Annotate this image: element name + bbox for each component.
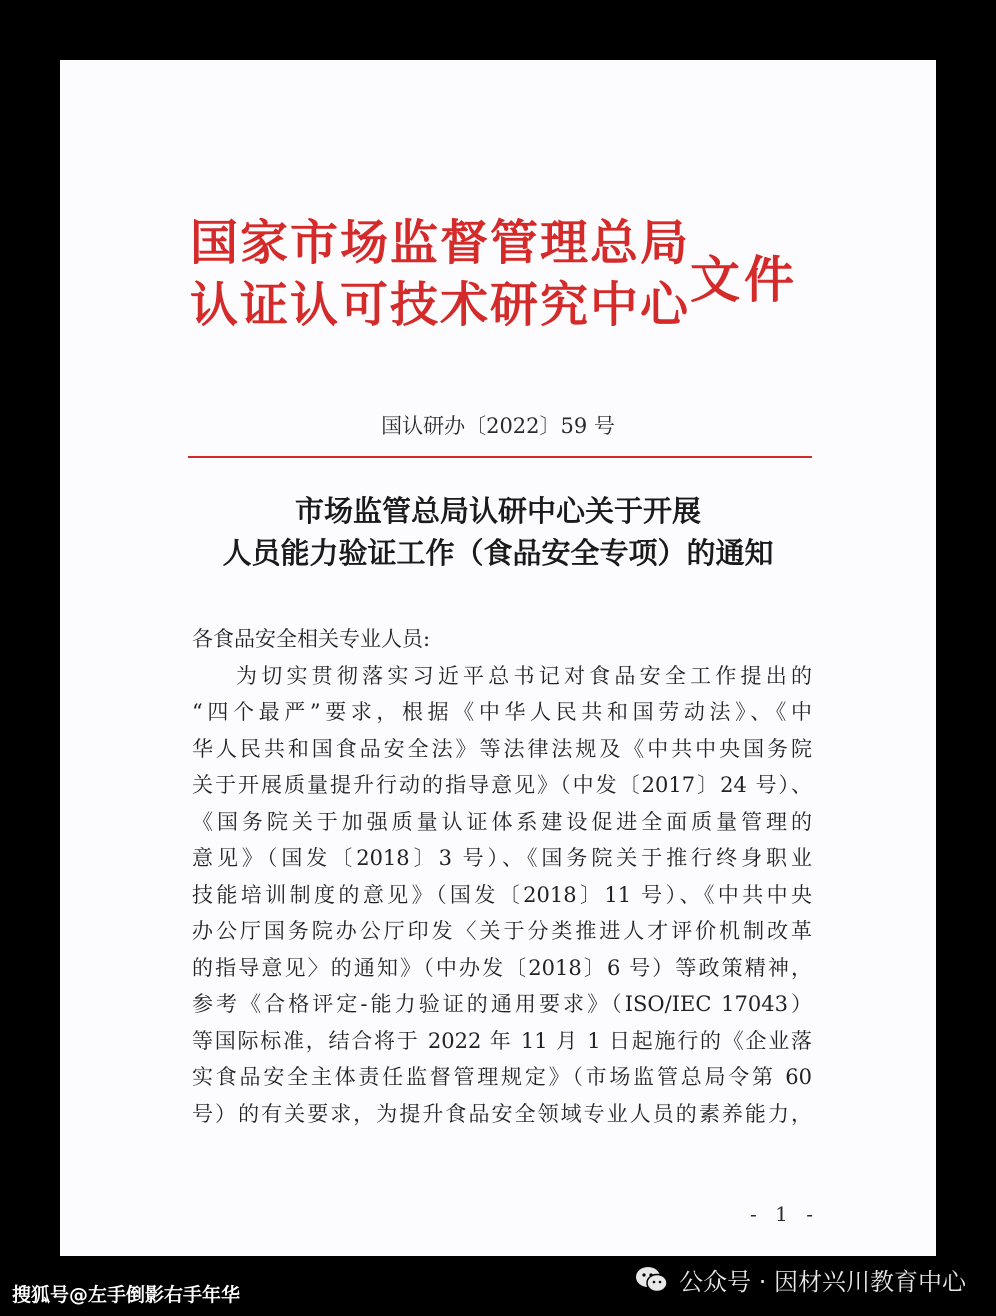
body-line: 号）的有关要求，为提升食品安全领域专业人员的素养能力， <box>192 1101 812 1126</box>
wechat-watermark-text: 公众号 · 因材兴川教育中心 <box>679 1268 966 1296</box>
body-line: 等国际标准，结合将于 2022 年 11 月 1 日起施行的《企业落 <box>192 1028 812 1053</box>
title-line-1: 市场监管总局认研中心关于开展 <box>294 494 701 528</box>
authority-line-1: 国家市场监督管理总局 <box>190 215 691 271</box>
body-line: 为切实贯彻落实习近平总书记对食品安全工作提出的 <box>236 663 812 688</box>
sohu-watermark: 搜狐号@左手倒影右手年华 <box>12 1284 241 1306</box>
body-line: 《国务院关于加强质量认证体系建设促进全面质量管理的 <box>192 809 812 834</box>
red-divider <box>188 456 812 458</box>
issuing-authority-header <box>190 212 691 336</box>
body-line: 办公厅国务院办公厅印发〈关于分类推进人才评价机制改革 <box>192 919 812 943</box>
body-line: “四个最严”要求，根据《中华人民共和国劳动法》、《中 <box>192 700 812 724</box>
body-line: 实食品安全主体责任监督管理规定》（市场监管总局令第 60 <box>192 1065 812 1089</box>
body-line: 技能培训制度的意见》（国发〔2018〕11 号）、《中共中央 <box>192 882 812 907</box>
salutation: 各食品安全相关专业人员: <box>192 627 431 651</box>
wechat-watermark <box>635 1262 966 1297</box>
document-type-label: 文件 <box>690 250 798 309</box>
authority-line-2: 认证认可技术研究中心 <box>190 277 691 333</box>
body-line: 关于开展质量提升行动的指导意见》（中发〔2017〕24 号）、 <box>192 773 812 797</box>
wechat-icon <box>635 1266 669 1294</box>
body-line: 的指导意见〉的通知》（中办发〔2018〕6 号）等政策精神， <box>192 955 812 980</box>
body-line: 华人民共和国食品安全法》等法律法规及《中共中央国务院 <box>192 736 812 761</box>
title-line-2: 人员能力验证工作（食品安全专项）的通知 <box>222 536 774 570</box>
document-title <box>60 490 936 574</box>
document-number: 国认研办〔2022〕59 号 <box>381 414 615 438</box>
page-number: - 1 - <box>750 1202 819 1226</box>
body-line: 参考《合格评定-能力验证的通用要求》（ISO/IEC 17043） <box>192 992 812 1016</box>
body-line: 意见》（国发〔2018〕3 号）、《国务院关于推行终身职业 <box>192 846 812 870</box>
document-body <box>192 621 812 1132</box>
document-page <box>60 60 936 1256</box>
